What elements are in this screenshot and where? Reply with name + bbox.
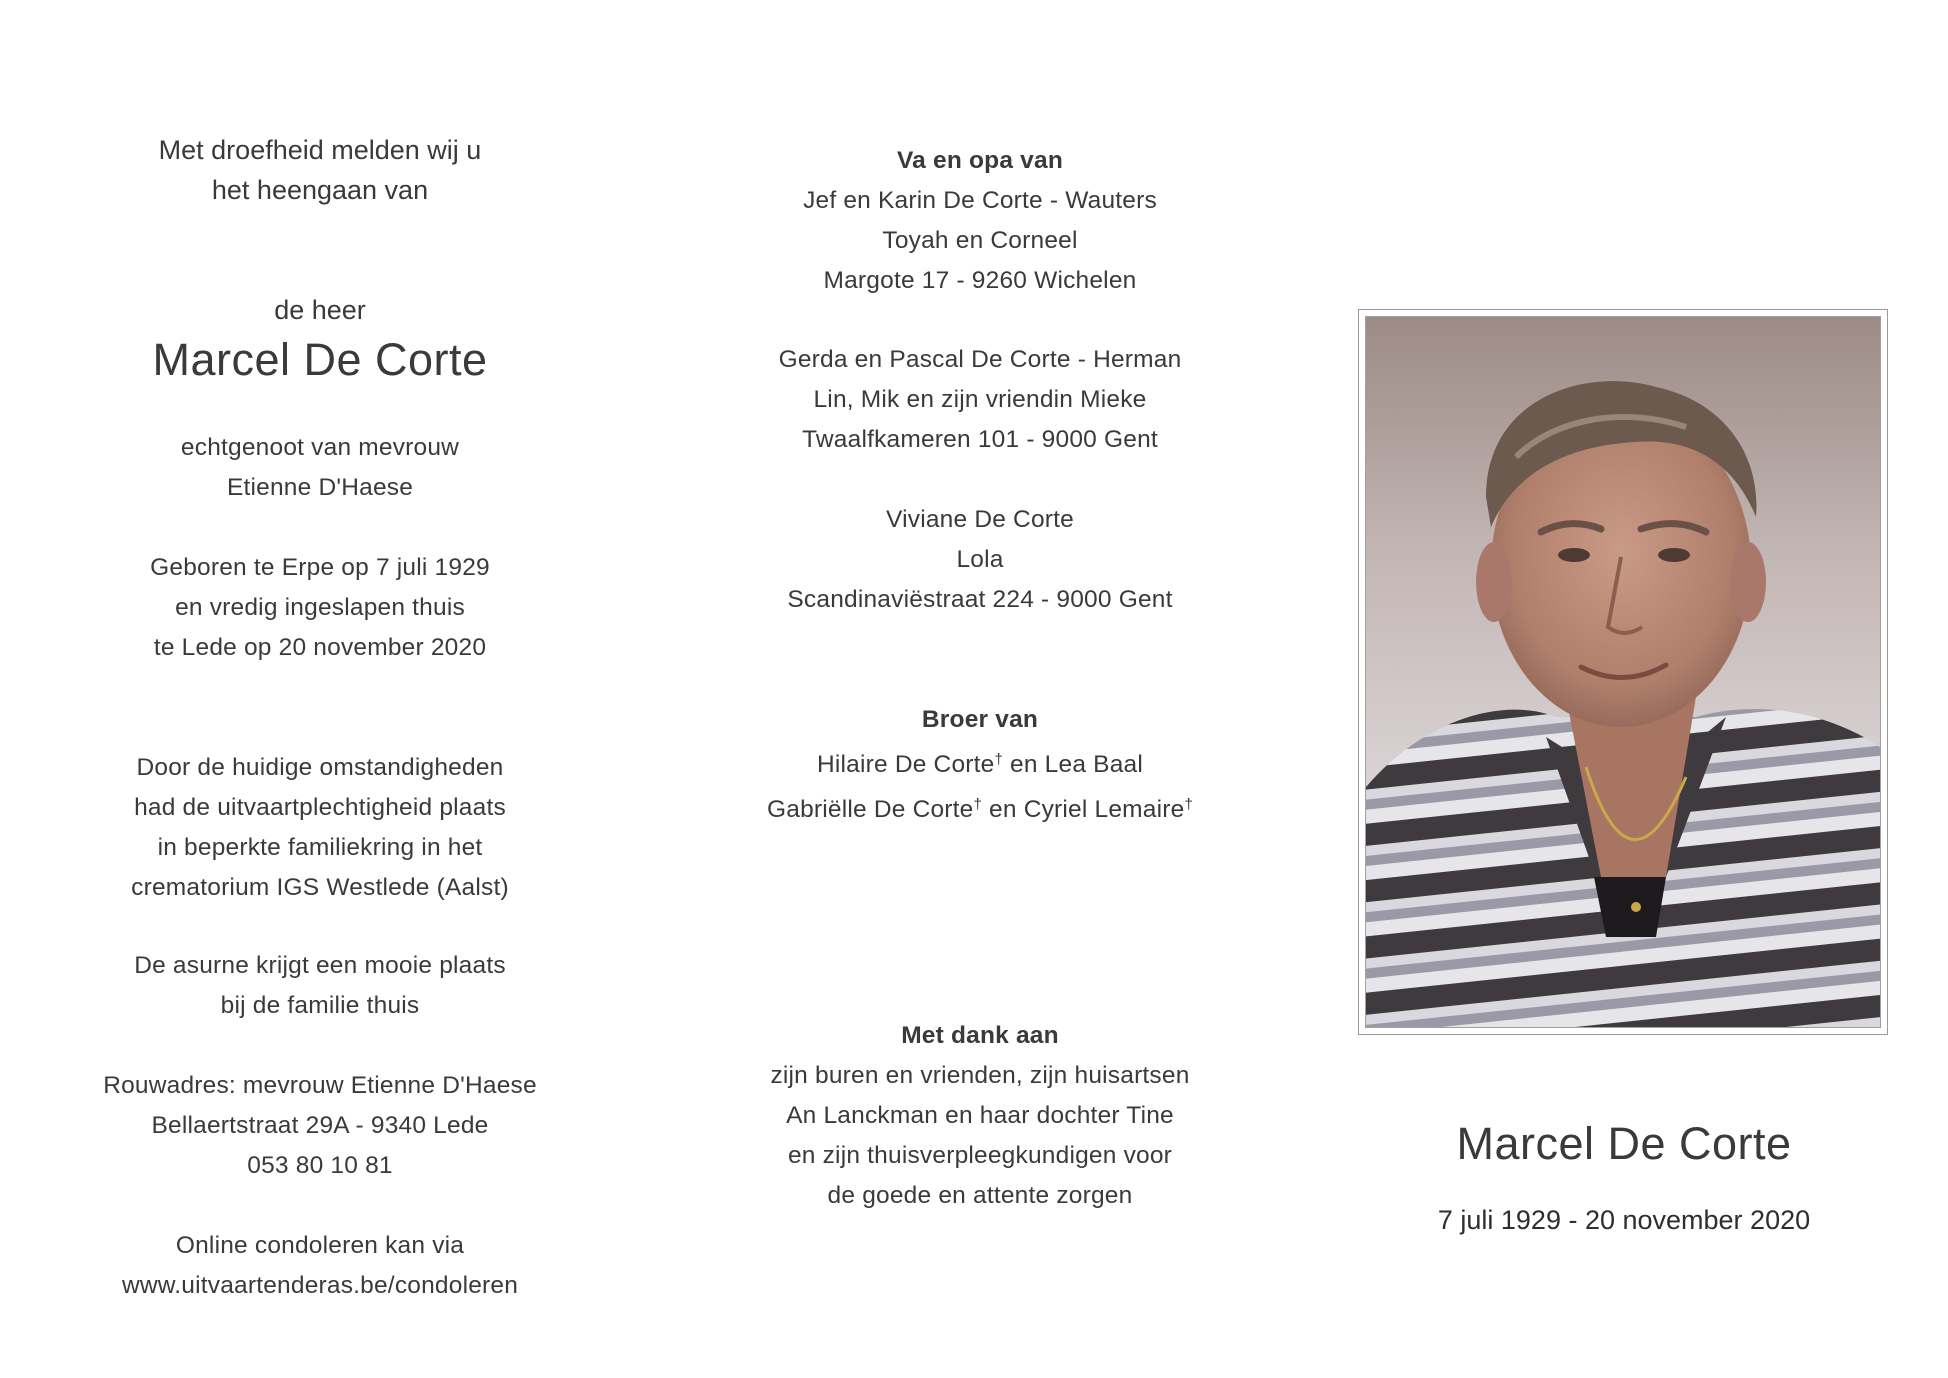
spouse-line: echtgenoot van mevrouw <box>180 434 460 461</box>
family-line: Scandinaviëstraat 224 - 9000 Gent <box>787 586 1173 613</box>
family-line: Viviane De Corte <box>886 506 1074 533</box>
address-line: Rouwadres: mevrouw Etienne D'Haese <box>103 1072 537 1099</box>
family-line: Twaalfkameren 101 - 9000 Gent <box>802 426 1158 453</box>
urn-line: bij de familie thuis <box>220 992 420 1019</box>
sibling-line <box>720 740 1240 785</box>
ceremony-text <box>70 748 570 908</box>
birth-line: Geboren te Erpe op 7 juli 1929 <box>150 554 490 581</box>
thanks-block <box>720 1016 1240 1216</box>
sibling-name: Gabriëlle De Corte <box>767 796 974 823</box>
life-dates: 7 juli 1929 - 20 november 2020 <box>1437 1205 1811 1235</box>
deceased-name: Marcel De Corte <box>152 334 488 385</box>
family-line: Gerda en Pascal De Corte - Herman <box>778 346 1182 373</box>
brother-heading: Broer van <box>921 706 1039 733</box>
family-block-3 <box>720 500 1240 620</box>
deceased-cross-icon: † <box>1184 796 1193 813</box>
ceremony-line: Door de huidige omstandigheden <box>136 754 504 781</box>
address-line: Bellaertstraat 29A - 9340 Lede <box>151 1112 489 1139</box>
sibling-partner: en Lea Baal <box>1003 751 1144 778</box>
family-line: Margote 17 - 9260 Wichelen <box>823 267 1137 294</box>
family-line: Lola <box>956 546 1004 573</box>
family-block-2 <box>720 340 1240 460</box>
birth-death-text <box>70 548 570 668</box>
thanks-line: An Lanckman en haar dochter Tine <box>786 1102 1174 1129</box>
sibling-partner: en Cyriel Lemaire <box>982 796 1185 823</box>
online-condolence <box>70 1226 570 1306</box>
portrait-name: Marcel De Corte <box>1456 1118 1792 1169</box>
birth-line: en vredig ingeslapen thuis <box>175 594 465 621</box>
deceased-cross-icon: † <box>994 751 1004 768</box>
intro-line: het heengaan van <box>211 175 429 205</box>
portrait-image <box>1366 317 1880 1027</box>
phone-number: 053 80 10 81 <box>247 1152 393 1179</box>
family-line: Lin, Mik en zijn vriendin Mieke <box>813 386 1147 413</box>
ceremony-line: had de uitvaartplechtigheid plaats <box>134 794 506 821</box>
condolence-link[interactable]: www.uitvaartenderas.be/condoleren <box>121 1272 519 1299</box>
grandparent-heading: Va en opa van <box>896 147 1063 174</box>
family-line: Jef en Karin De Corte - Wauters <box>803 187 1157 214</box>
ceremony-line: crematorium IGS Westlede (Aalst) <box>131 874 509 901</box>
online-line: Online condoleren kan via <box>175 1232 465 1259</box>
sibling-line <box>720 785 1240 830</box>
sibling-name: Hilaire De Corte <box>816 751 995 778</box>
birth-line: te Lede op 20 november 2020 <box>153 634 487 661</box>
portrait-photo <box>1365 316 1881 1028</box>
mourning-address <box>70 1066 570 1186</box>
spouse-text <box>70 428 570 508</box>
urn-text <box>70 946 570 1026</box>
brother-block <box>720 700 1240 830</box>
family-line: Toyah en Corneel <box>882 227 1078 254</box>
portrait-frame <box>1358 309 1888 1035</box>
intro-line: Met droefheid melden wij u <box>158 135 482 165</box>
spouse-line: Etienne D'Haese <box>226 474 414 501</box>
thanks-line: de goede en attente zorgen <box>827 1182 1133 1209</box>
intro-text <box>70 130 570 210</box>
thanks-line: en zijn thuisverpleegkundigen voor <box>787 1142 1173 1169</box>
family-block-1 <box>720 181 1240 301</box>
honorific: de heer <box>274 295 366 325</box>
ceremony-line: in beperkte familiekring in het <box>157 834 483 861</box>
thanks-heading: Met dank aan <box>901 1022 1059 1049</box>
deceased-cross-icon: † <box>973 796 983 813</box>
urn-line: De asurne krijgt een mooie plaats <box>134 952 506 979</box>
thanks-line: zijn buren en vrienden, zijn huisartsen <box>770 1062 1190 1089</box>
